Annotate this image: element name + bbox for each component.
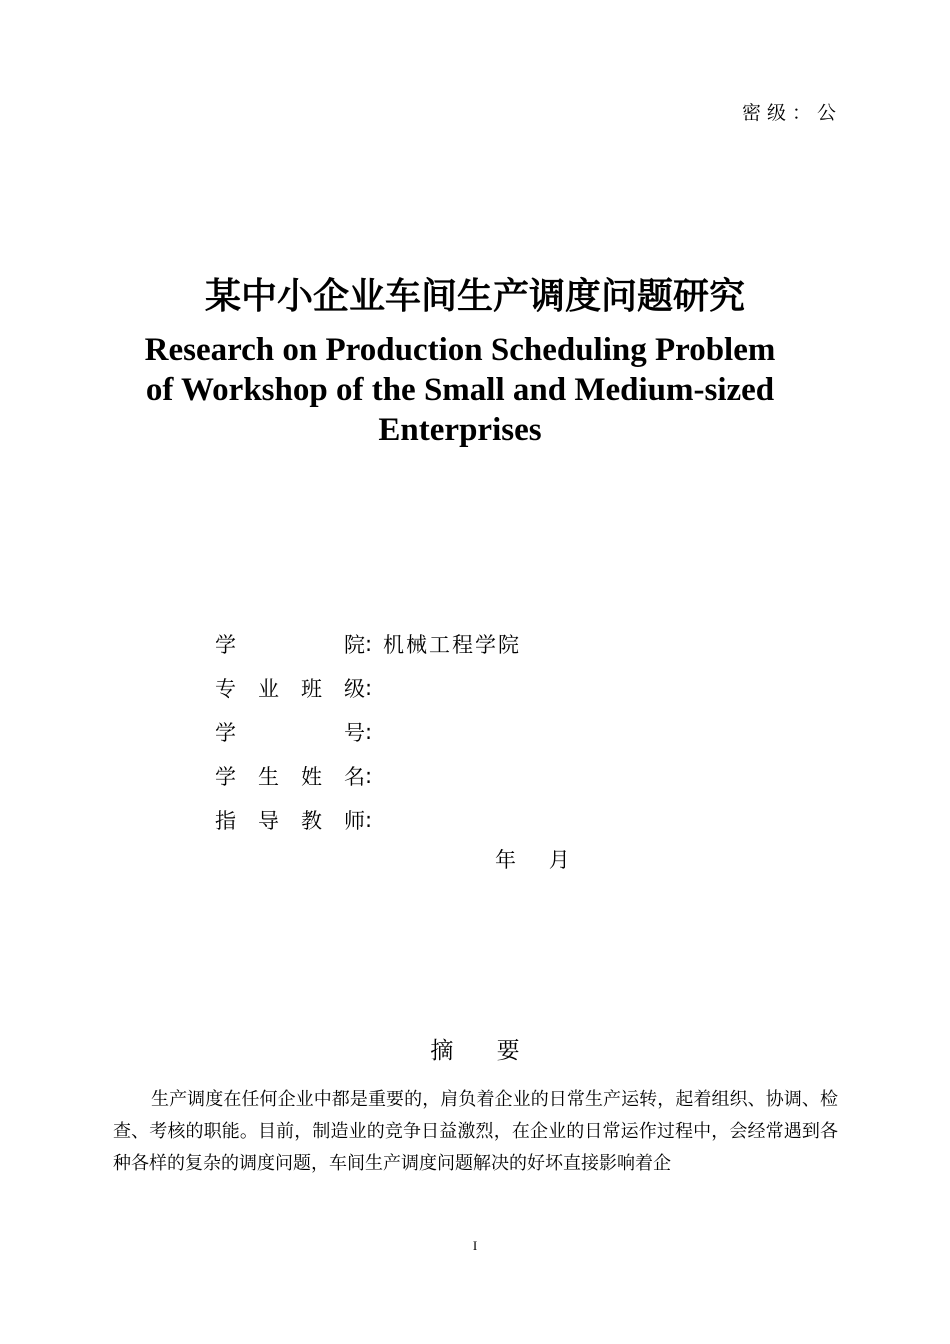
abstract-title: 摘 要 bbox=[430, 1038, 520, 1064]
title-chinese: 某中小企业车间生产调度问题研究 bbox=[204, 276, 745, 317]
info-row-class bbox=[215, 666, 521, 710]
colon: : bbox=[365, 808, 373, 832]
title-english: Research on Production Scheduling Problem of Workshop of the Small and Medium-sized Enterprises bbox=[144, 332, 776, 448]
date-month: 月 bbox=[548, 848, 570, 872]
page-number: I bbox=[472, 1238, 478, 1253]
info-label: 指 导 教 师 bbox=[215, 809, 365, 833]
info-label: 学 号 bbox=[215, 721, 365, 745]
date-line bbox=[495, 844, 596, 874]
info-row-student-id bbox=[215, 710, 521, 754]
secret-level: 密级：公 bbox=[741, 102, 842, 124]
date-year: 年 bbox=[495, 848, 516, 872]
abstract-body: 生产调度在任何企业中都是重要的，肩负着企业的日常生产运转，起着组织、协调、检查、考核的职能。目前，制造业的竞争日益激烈，在企业的日常运作过程中，会经常遇到各种各样的复杂的调度问题，车间生产调度问题解决的好坏直接影响着企 bbox=[113, 1089, 838, 1174]
colon: : bbox=[365, 764, 373, 788]
info-block bbox=[215, 622, 521, 842]
colon: : bbox=[365, 632, 373, 656]
info-value-college: 机械工程学院 bbox=[383, 633, 521, 657]
colon: : bbox=[365, 676, 373, 700]
info-row-college bbox=[215, 622, 521, 666]
info-label: 学 生 姓 名 bbox=[215, 765, 365, 789]
info-row-student-name bbox=[215, 754, 521, 798]
info-label: 学 院 bbox=[215, 633, 365, 657]
colon: : bbox=[365, 720, 373, 744]
info-row-advisor bbox=[215, 798, 521, 842]
info-label: 专 业 班 级 bbox=[215, 677, 365, 701]
